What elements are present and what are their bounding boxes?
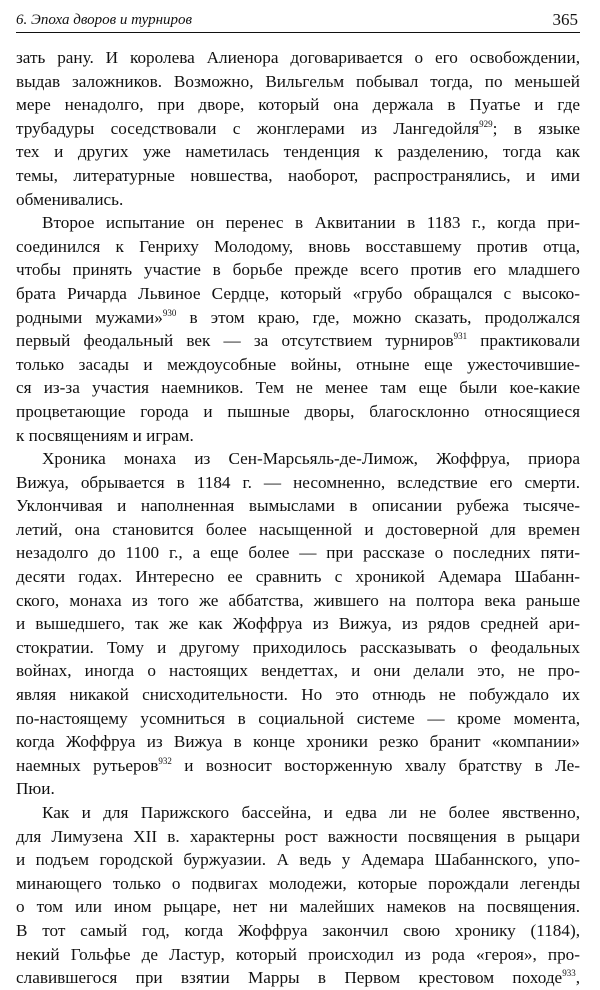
text-line bbox=[16, 258, 580, 282]
text-line bbox=[16, 872, 580, 896]
line-text: незадолго до 1100 г., а еще более — при рассказе о последних пяти- bbox=[16, 543, 580, 563]
paragraph bbox=[16, 801, 580, 990]
text-line bbox=[16, 943, 580, 967]
text-line bbox=[16, 707, 580, 731]
line-text: по-настоящему усомниться в социальной системе — кроме момента, bbox=[16, 708, 580, 728]
line-text-after: в этом краю, где, можно сказать, продолжался bbox=[176, 307, 580, 327]
text-line bbox=[16, 235, 580, 259]
text-line bbox=[16, 612, 580, 636]
line-text: ся из-за участия наемников. Тем не менее там еще были кое-какие bbox=[16, 378, 580, 398]
line-text-after: , bbox=[575, 968, 580, 988]
line-text: являя никакой снисходительности. Но это отнюдь не побуждало их bbox=[16, 685, 580, 705]
line-text-after: и возносит восторженную хвалу братству в Ле- bbox=[171, 755, 580, 775]
text-line bbox=[16, 376, 580, 400]
text-line bbox=[16, 565, 580, 589]
paragraph bbox=[16, 211, 580, 447]
text-line bbox=[16, 93, 580, 117]
paragraph bbox=[16, 46, 580, 211]
line-text: стократии. Тому и другому приходилось рассказывать о феодальных bbox=[16, 637, 580, 657]
line-text: Уклончивая и наполненная вымыслами в описании рубежа тысяче- bbox=[16, 496, 580, 516]
line-text: наемных рутьеров bbox=[16, 755, 159, 775]
running-header bbox=[16, 10, 580, 33]
text-line bbox=[16, 636, 580, 660]
text-line bbox=[16, 164, 580, 188]
line-text: процветающие города и пышные дворы, благосклонно относящиеся bbox=[16, 401, 580, 421]
text-line bbox=[16, 424, 580, 448]
line-text: и подъем городской буржуазии. А ведь у Адемара Шабаннского, упо- bbox=[16, 850, 580, 870]
line-text: некий Гольфье де Ластур, который происходил из рода «героя», про- bbox=[16, 944, 580, 964]
text-line bbox=[16, 211, 580, 235]
line-text: обменивались. bbox=[16, 189, 124, 209]
line-text: и вышедшего, так же как Жоффруа из Вижуа, из рядов средней ари- bbox=[16, 614, 580, 634]
line-text: когда Жоффруа из Вижуа в конце хроники резко бранит «компании» bbox=[16, 732, 580, 752]
text-line bbox=[16, 966, 580, 990]
line-text: Пюи. bbox=[16, 779, 55, 799]
line-text: В тот самый год, когда Жоффруа закончил свою хронику (1184), bbox=[16, 920, 580, 940]
line-text: первый феодальный век — за отсутствием турниров bbox=[16, 331, 454, 351]
line-text: о том или ином рыцаре, нет ни малейших намеков на посвящения. bbox=[16, 897, 580, 917]
line-text: десяти годах. Интересно ее сравнить с хроникой Адемара Шабанн- bbox=[16, 567, 580, 587]
line-text: Как и для Парижского бассейна, и едва ли не более явственно, bbox=[42, 803, 580, 822]
line-text: ского, монаха из того же аббатства, жившего на полтора века раньше bbox=[16, 590, 580, 610]
text-line bbox=[16, 659, 580, 683]
line-text: трубадуры соседствовали с жонглерами из Лангедойля bbox=[16, 118, 480, 138]
text-line bbox=[16, 777, 580, 801]
text-line bbox=[16, 329, 580, 353]
text-line bbox=[16, 494, 580, 518]
text-line bbox=[16, 117, 580, 141]
line-text: Вижуа, обрывается в 1184 г. — несомненно, вследствие его смерти. bbox=[16, 472, 580, 492]
text-line bbox=[16, 683, 580, 707]
page-number: 365 bbox=[552, 10, 578, 29]
line-text: выдав заложников. Возможно, Вильгельм побывал тогда, по меньшей bbox=[16, 71, 580, 91]
text-line bbox=[16, 70, 580, 94]
footnote-ref[interactable]: 930 bbox=[162, 307, 177, 318]
line-text: тех и других уже наметилась тенденция к разделению, тогда как bbox=[16, 142, 580, 162]
line-text: соединился к Генриху Молодому, вновь восставшему против отца, bbox=[16, 236, 580, 256]
text-line bbox=[16, 589, 580, 613]
text-line bbox=[16, 541, 580, 565]
text-line bbox=[16, 282, 580, 306]
text-line bbox=[16, 471, 580, 495]
line-text: к посвящениям и играм. bbox=[16, 425, 194, 445]
line-text-after: практиковали bbox=[467, 331, 580, 351]
line-text-after: ; в языке bbox=[492, 118, 580, 138]
line-text: славившегося при взятии Марры в Первом крестовом походе bbox=[16, 968, 563, 988]
text-line bbox=[16, 306, 580, 330]
line-text: только засады и междоусобные войны, отныне еще ужесточившие- bbox=[16, 354, 580, 374]
line-text: зать рану. И королева Алиенора договаривается о его освобождении, bbox=[16, 48, 580, 67]
chapter-title: 6. Эпоха дворов и турниров bbox=[16, 12, 193, 28]
line-text: мере ненадолго, при дворе, который она держала в Пуатье и где bbox=[16, 95, 580, 115]
line-text: темы, литературные новшества, наоборот, распространялись, и ими bbox=[16, 165, 580, 185]
footnote-ref[interactable]: 933 bbox=[562, 968, 576, 979]
text-line bbox=[16, 400, 580, 424]
line-text: войнах, иногда о настоящих вендеттах, и они делали это, не про- bbox=[16, 661, 580, 681]
line-text: минающего только о подвигах молодежи, которые порождали легенды bbox=[16, 873, 580, 893]
text-line bbox=[16, 730, 580, 754]
text-line bbox=[16, 447, 580, 471]
paragraph bbox=[16, 447, 580, 801]
line-text: для Лимузена XII в. характерны рост важности посвящения в рыцари bbox=[16, 826, 580, 846]
footnote-ref[interactable]: 932 bbox=[158, 755, 172, 766]
line-text: летий, она становится более насыщенной и достоверной для времен bbox=[16, 519, 580, 539]
text-line bbox=[16, 848, 580, 872]
line-text: Хроника монаха из Сен-Марсьяль-де-Лимож, Жоффруа, приора bbox=[42, 449, 580, 469]
text-line bbox=[16, 140, 580, 164]
line-text: чтобы принять участие в борьбе прежде всего против его младшего bbox=[16, 260, 580, 280]
text-line bbox=[16, 919, 580, 943]
body-text bbox=[16, 46, 580, 990]
text-line bbox=[16, 518, 580, 542]
text-line bbox=[16, 895, 580, 919]
footnote-ref[interactable]: 931 bbox=[453, 331, 468, 342]
text-line bbox=[16, 188, 580, 212]
footnote-ref[interactable]: 929 bbox=[479, 118, 493, 129]
line-text: брата Ричарда Львиное Сердце, который «грубо обращался с высоко- bbox=[16, 283, 580, 303]
text-line bbox=[16, 825, 580, 849]
line-text: родными мужами» bbox=[16, 307, 163, 327]
text-line bbox=[16, 801, 580, 825]
text-line bbox=[16, 754, 580, 778]
text-line bbox=[16, 353, 580, 377]
line-text: Второе испытание он перенес в Аквитании в 1183 г., когда при- bbox=[42, 213, 580, 233]
text-line bbox=[16, 46, 580, 70]
